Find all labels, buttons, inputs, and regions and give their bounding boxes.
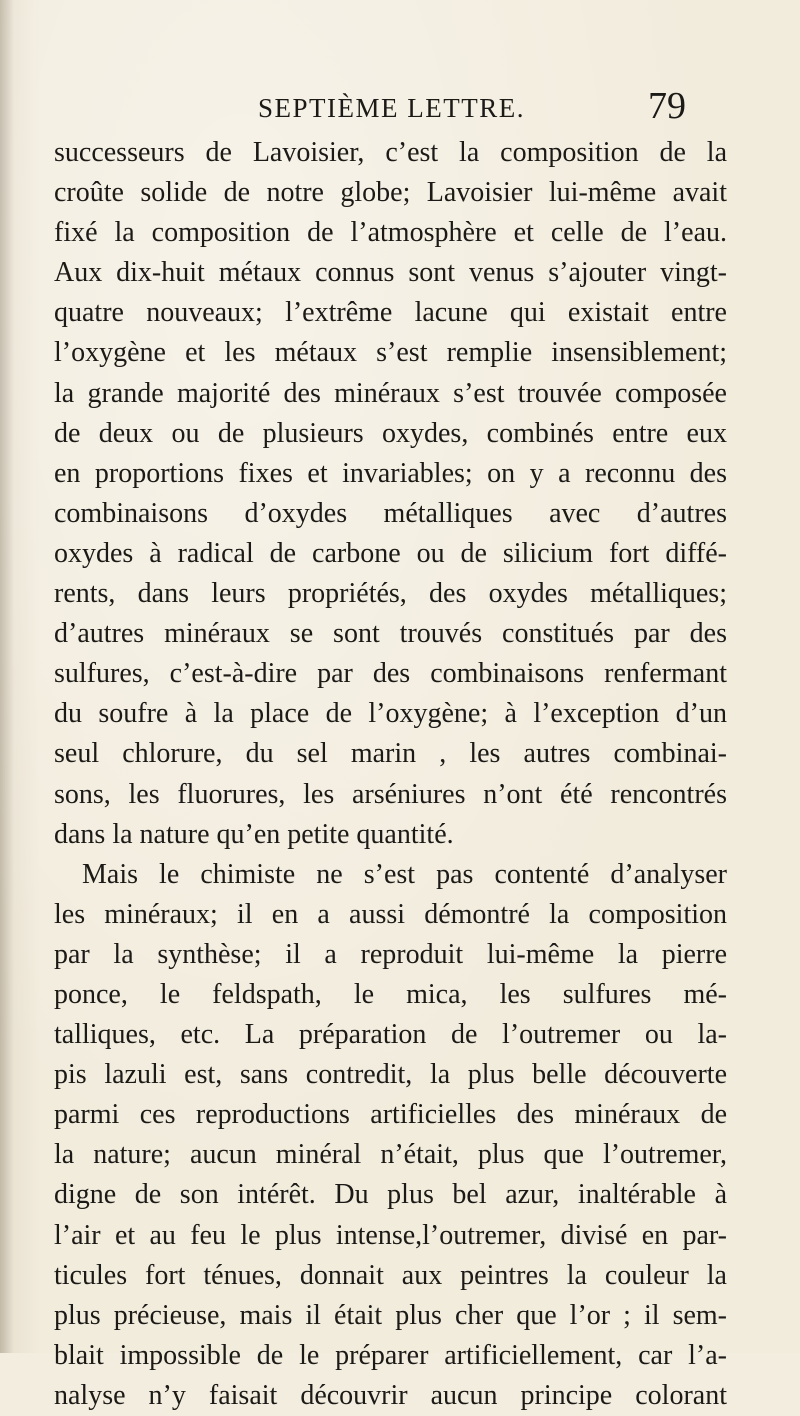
body-text <box>54 133 727 1416</box>
text-line: talliques, etc. La préparation de l’outremer ou la- <box>54 1019 727 1051</box>
running-title: SEPTIÈME LETTRE. <box>258 93 525 123</box>
text-line: l’oxygène et les métaux s’est remplie insensiblement; <box>54 337 727 369</box>
text-line: la grande majorité des minéraux s’est trouvée composée <box>54 377 727 409</box>
text-line: par la synthèse; il a reproduit lui-même la pierre <box>54 938 727 970</box>
text-line: croûte solide de notre globe; Lavoisier lui-même avait <box>54 177 727 209</box>
text-line: sons, les fluorures, les arséniures n’ont été rencontrés <box>54 778 727 810</box>
text-line: rents, dans leurs propriétés, des oxydes métalliques; <box>54 578 727 610</box>
text-line: blait impossible de le préparer artificiellement, car l’a- <box>54 1339 727 1371</box>
text-line: ticules fort ténues, donnait aux peintres la couleur la <box>54 1259 727 1291</box>
text-line: successeurs de Lavoisier, c’est la composition de la <box>54 137 727 168</box>
page-number: 79 <box>648 85 686 127</box>
running-header <box>0 85 800 128</box>
text-line: quatre nouveaux; l’extrême lacune qui existait entre <box>54 297 727 329</box>
text-line: l’air et au feu le plus intense,l’outremer, divisé en par- <box>54 1219 727 1251</box>
text-line: oxydes à radical de carbone ou de silicium fort diffé- <box>54 537 727 569</box>
text-line: du soufre à la place de l’oxygène; à l’exception d’un <box>54 698 727 730</box>
text-line: pis lazuli est, sans contredit, la plus belle découverte <box>54 1059 727 1091</box>
text-line: sulfures, c’est-à-dire par des combinaisons renfermant <box>54 658 727 690</box>
text-line: plus précieuse, mais il était plus cher que l’or ; il sem- <box>54 1299 727 1331</box>
paragraph-start-line: Mais le chimiste ne s’est pas contenté d’analyser <box>82 858 727 890</box>
text-line: les minéraux; il en a aussi démontré la composition <box>54 898 727 930</box>
text-line: combinaisons d’oxydes métalliques avec d’autres <box>54 497 727 529</box>
text-line: en proportions fixes et invariables; on y a reconnu des <box>54 457 727 489</box>
text-line: seul chlorure, du sel marin , les autres combinai- <box>54 738 727 770</box>
text-line: parmi ces reproductions artificielles des minéraux de <box>54 1099 727 1131</box>
text-line: Aux dix-huit métaux connus sont venus s’ajouter vingt- <box>54 257 727 289</box>
page-edge-shadow <box>0 0 14 1353</box>
text-line: fixé la composition de l’atmosphère et celle de l’eau. <box>54 217 727 249</box>
text-line: la nature; aucun minéral n’était, plus que l’outremer, <box>54 1139 727 1171</box>
text-line: de deux ou de plusieurs oxydes, combinés entre eux <box>54 417 727 449</box>
text-line: d’autres minéraux se sont trouvés constitués par des <box>54 618 727 650</box>
text-line: nalyse n’y faisait découvrir aucun principe colorant <box>54 1379 727 1411</box>
text-line: digne de son intérêt. Du plus bel azur, inaltérable à <box>54 1179 727 1211</box>
paragraph-end-line: dans la nature qu’en petite quantité. <box>54 818 454 850</box>
text-line: ponce, le feldspath, le mica, les sulfures mé- <box>54 978 727 1010</box>
